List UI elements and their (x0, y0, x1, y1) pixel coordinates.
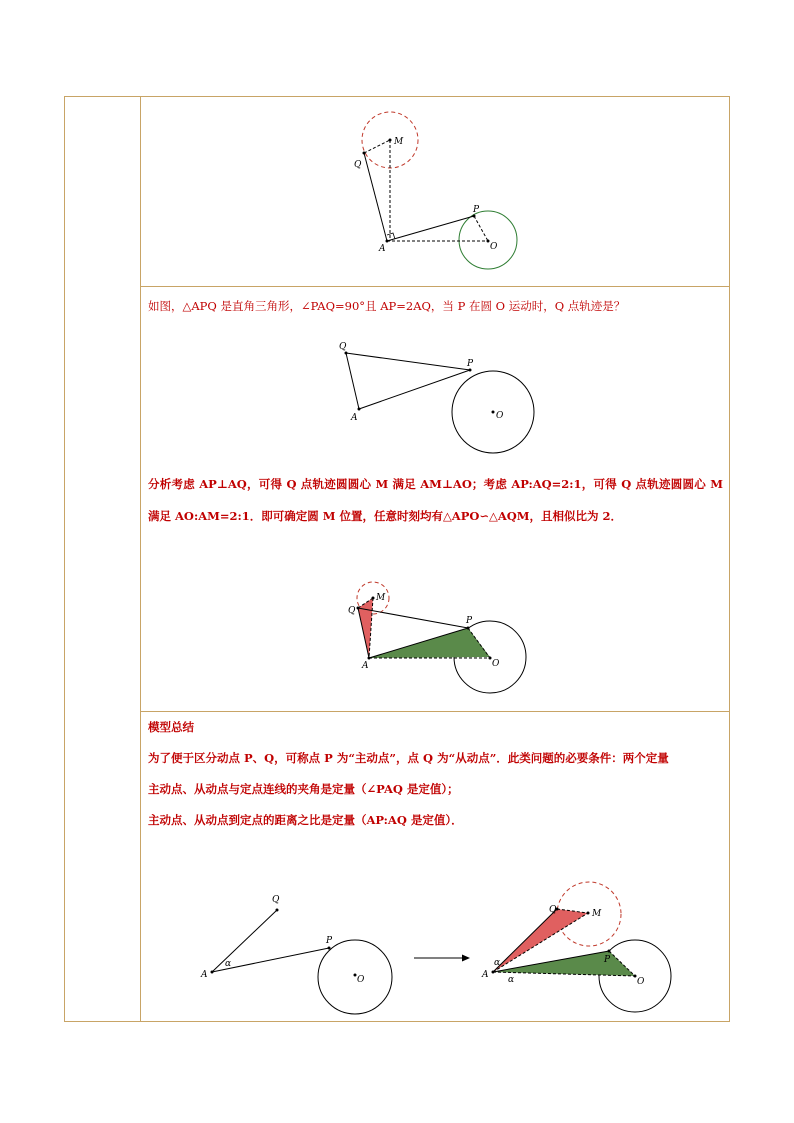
label-p: P (473, 205, 480, 215)
summary-line-1: 为了便于区分动点 P、Q，可称点 P 为“主动点”，点 Q 为“从动点”．此类问题的必要条件：两个定量 (148, 751, 669, 765)
summary-line-2: 主动点、从动点与定点连线的夹角是定量（∠PAQ 是定值）； (148, 782, 459, 796)
label-p: P (467, 359, 474, 369)
label-a: A (482, 970, 489, 980)
figure-3 (340, 575, 540, 700)
label-m: M (394, 137, 404, 147)
summary-line-3: 主动点、从动点到定点的距离之比是定量（AP:AQ 是定值）． (148, 813, 463, 827)
label-o: O (492, 659, 500, 669)
question-text: 如图，△APQ 是直角三角形，∠PAQ=90°且 AP=2AQ，当 P 在圆 O 运动时，Q 点轨迹是？ (148, 299, 626, 313)
summary-section (148, 712, 723, 836)
label-o: O (490, 242, 498, 252)
label-o: O (357, 975, 365, 985)
circle-o (318, 940, 392, 1014)
label-p: P (326, 936, 333, 946)
label-o: O (637, 977, 645, 987)
label-p: P (466, 616, 473, 626)
column-divider (140, 96, 141, 1022)
label-alpha: α (225, 959, 232, 969)
label-m: M (376, 593, 386, 603)
label-q: Q (549, 905, 557, 915)
row-divider-1 (140, 286, 730, 287)
label-a: A (362, 661, 369, 671)
analysis-text: 分析考虑 AP⊥AQ，可得 Q 点轨迹圆圆心 M 满足 AM⊥AO；考虑 AP:AQ=2:1，可得 Q 点轨迹圆圆心 M 满足 AO:AM=2:1．即可确定圆 M 位置，任意时刻均有△APO∽△AQM，且相似比为 2． (148, 477, 723, 523)
figure-2 (335, 338, 545, 458)
label-alpha-1: α (494, 958, 501, 968)
label-q: Q (339, 342, 347, 352)
label-m: M (592, 909, 602, 919)
transform-arrow (412, 952, 472, 964)
label-o: O (496, 411, 504, 421)
label-a: A (201, 970, 208, 980)
label-p: P (604, 955, 611, 965)
label-q: Q (348, 606, 356, 616)
label-q: Q (354, 160, 362, 170)
summary-title: 模型总结 (148, 720, 194, 734)
label-alpha-2: α (508, 975, 515, 985)
figure-4-left (195, 888, 400, 1018)
label-q: Q (272, 895, 280, 905)
figure-4-right (480, 880, 690, 1020)
figure-1 (340, 105, 540, 275)
label-a: A (351, 413, 358, 423)
label-a: A (379, 244, 386, 254)
